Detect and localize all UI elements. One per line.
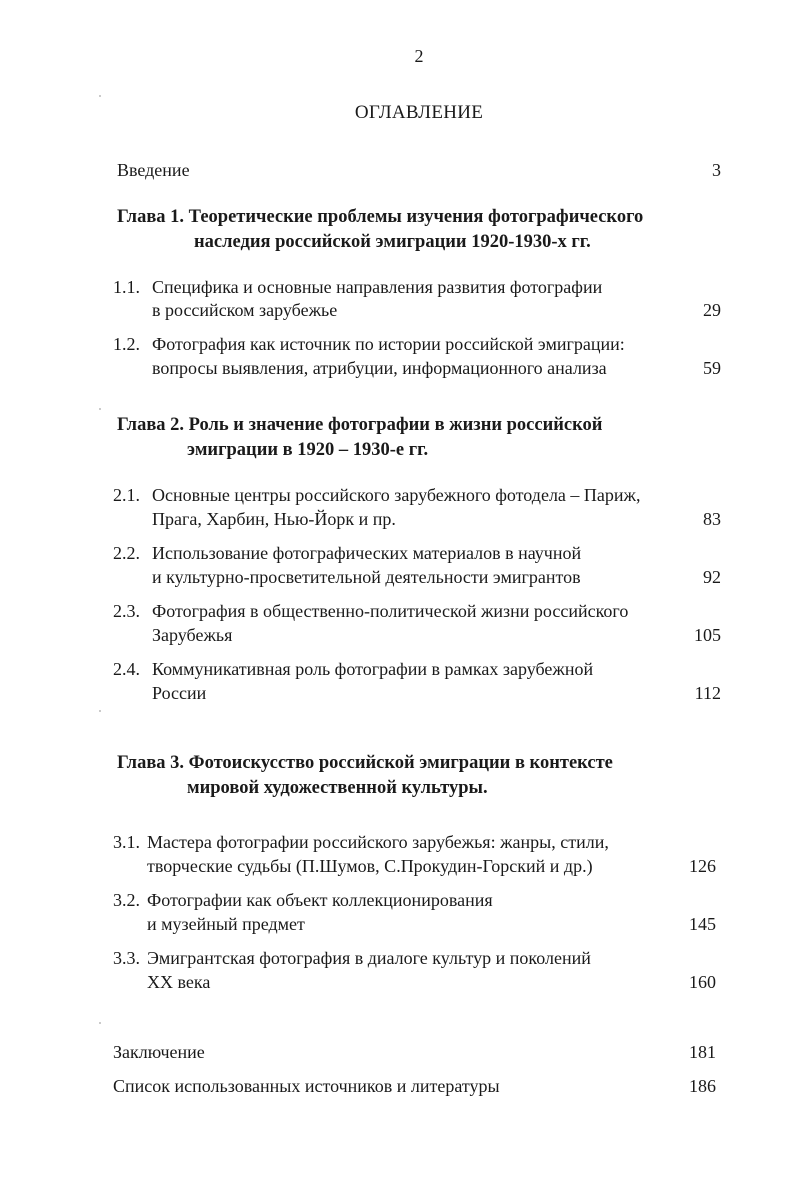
section-3-2-line2: и музейный предмет bbox=[147, 914, 305, 934]
section-3-3-page: 160 bbox=[689, 972, 716, 992]
section-2-1-line2: Прага, Харбин, Нью-Йорк и пр. bbox=[152, 509, 396, 529]
intro-label: Введение bbox=[117, 160, 190, 180]
section-2-4-line2: России bbox=[152, 683, 207, 703]
section-2-3-line2: Зарубежья bbox=[152, 625, 233, 645]
section-1-2-number: 1.2. bbox=[113, 334, 140, 354]
section-1-1-number: 1.1. bbox=[113, 277, 140, 297]
toc-title: ОГЛАВЛЕНИЕ bbox=[354, 102, 484, 123]
section-2-3-page: 105 bbox=[694, 625, 721, 645]
page-number: 2 bbox=[414, 46, 424, 66]
chapter-3-title-line1: Глава 3. Фотоискусство российской эмиграции в контексте bbox=[117, 753, 613, 773]
conclusion-label: Заключение bbox=[113, 1042, 205, 1062]
scan-speck bbox=[99, 95, 101, 97]
section-2-2-number: 2.2. bbox=[113, 543, 140, 563]
section-3-3-number: 3.3. bbox=[113, 948, 140, 968]
chapter-2-title-line2: эмиграции в 1920 – 1930-е гг. bbox=[187, 440, 429, 460]
section-1-1-page: 29 bbox=[703, 300, 721, 320]
section-2-2-page: 92 bbox=[703, 567, 721, 587]
references-label: Список использованных источников и литературы bbox=[113, 1076, 500, 1096]
section-2-2-line2: и культурно-просветительной деятельности эмигрантов bbox=[152, 567, 581, 587]
section-2-1-page: 83 bbox=[703, 509, 721, 529]
chapter-3-title-line2: мировой художественной культуры. bbox=[187, 778, 488, 798]
section-2-4-line1: Коммуникативная роль фотографии в рамках зарубежной bbox=[152, 659, 594, 679]
section-3-1-page: 126 bbox=[689, 856, 716, 876]
section-1-2-line2: вопросы выявления, атрибуции, информационного анализа bbox=[152, 358, 607, 378]
section-1-1-line1: Специфика и основные направления развития фотографии bbox=[152, 277, 603, 297]
section-2-2-line1: Использование фотографических материалов в научной bbox=[152, 543, 582, 563]
conclusion-page: 181 bbox=[689, 1042, 716, 1062]
section-1-2-page: 59 bbox=[703, 358, 721, 378]
references-page: 186 bbox=[689, 1076, 716, 1096]
section-1-1-line2: в российском зарубежье bbox=[152, 300, 338, 320]
scan-speck bbox=[99, 1022, 101, 1024]
chapter-2-title-line1: Глава 2. Роль и значение фотографии в жизни российской bbox=[117, 415, 603, 435]
section-3-1-line2: творческие судьбы (П.Шумов, С.Прокудин-Горский и др.) bbox=[147, 856, 593, 876]
section-3-2-line1: Фотографии как объект коллекционирования bbox=[147, 890, 493, 910]
section-3-1-number: 3.1. bbox=[113, 832, 140, 852]
section-2-3-line1: Фотография в общественно-политической жизни российского bbox=[152, 601, 629, 621]
section-2-1-number: 2.1. bbox=[113, 485, 140, 505]
section-3-2-page: 145 bbox=[689, 914, 716, 934]
section-2-3-number: 2.3. bbox=[113, 601, 140, 621]
intro-page: 3 bbox=[712, 160, 721, 180]
section-3-1-line1: Мастера фотографии российского зарубежья: жанры, стили, bbox=[147, 832, 609, 852]
section-3-3-line2: XX века bbox=[147, 972, 211, 992]
chapter-1-title-line1: Глава 1. Теоретические проблемы изучения фотографического bbox=[117, 207, 644, 227]
chapter-1-title-line2: наследия российской эмиграции 1920-1930-х гг. bbox=[194, 232, 591, 252]
section-3-2-number: 3.2. bbox=[113, 890, 140, 910]
scan-speck bbox=[99, 408, 101, 410]
section-1-2-line1: Фотография как источник по истории российской эмиграции: bbox=[152, 334, 625, 354]
section-2-4-number: 2.4. bbox=[113, 659, 140, 679]
scan-speck bbox=[99, 710, 101, 712]
section-3-3-line1: Эмигрантская фотография в диалоге культур и поколений bbox=[147, 948, 591, 968]
section-2-1-line1: Основные центры российского зарубежного фотодела – Париж, bbox=[152, 485, 641, 505]
section-2-4-page: 112 bbox=[694, 683, 721, 703]
